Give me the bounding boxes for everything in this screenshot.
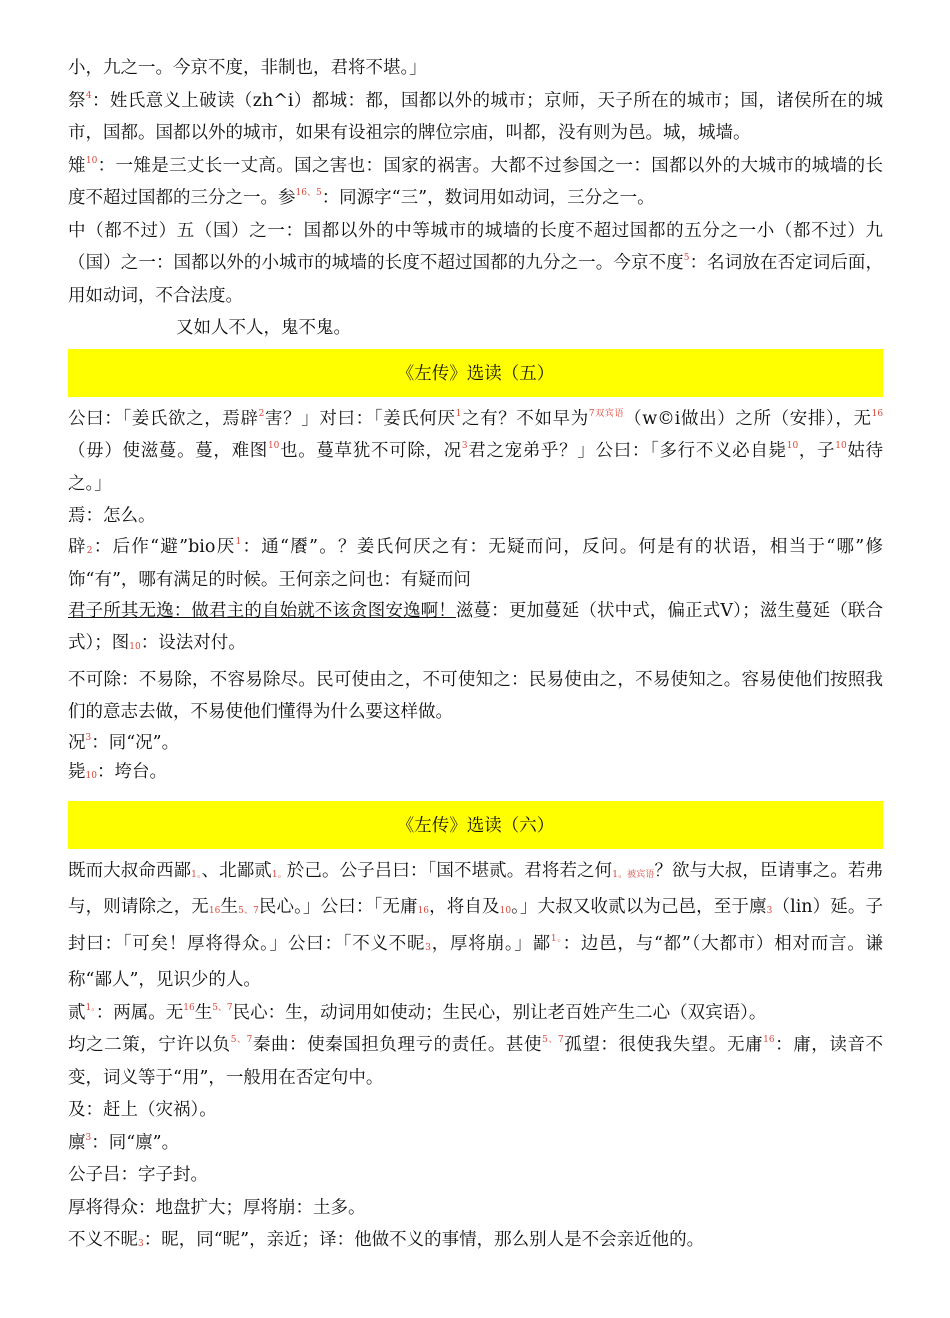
text-run: ：名词放在否定词后面，用如动词，不合法度。: [68, 253, 884, 306]
text-run: 、北鄙贰: [201, 860, 272, 881]
text-run: ：庸，读音不变，词义等于“用”，一般用在否定句中。: [68, 1035, 884, 1088]
annotation-subscript: 1。被宾语: [612, 869, 655, 880]
annotation-subscript: 5、7: [238, 906, 259, 916]
annotation-superscript: 3: [461, 441, 468, 451]
annotation-superscript: 5、7: [212, 1002, 233, 1013]
paragraph: [68, 729, 883, 758]
text-run: 及：赶上（灾祸）。: [68, 1100, 217, 1120]
annotation-superscript: 4: [85, 90, 92, 101]
text-run: 辟: [68, 536, 87, 557]
text-run: 焉：怎么。: [68, 506, 156, 526]
text-run: ：昵，同“昵”，亲近；译：他做不义的事情，那么别人是不会亲近他的。: [143, 1230, 705, 1250]
text-run: 也。蔓草犹不可除，况: [279, 441, 462, 461]
annotation-superscript: 1。: [85, 1002, 96, 1013]
text-run: ，将自及: [429, 897, 500, 917]
paragraph: [68, 758, 883, 791]
annotation-subscript: 3: [425, 942, 432, 953]
annotation-subscript: 10: [499, 906, 512, 916]
text-run: 又如人不人，鬼不鬼。: [176, 318, 351, 338]
text-run: 民心：生，动词用如使动；生民心，别让老百姓产生二心（双宾语）。: [232, 1002, 767, 1023]
text-run: ：同源字“三”，数词用如动词，三分之一。: [321, 188, 655, 208]
text-run: 秦曲：使秦国担负理亏的责任。甚使: [252, 1035, 543, 1055]
annotation-subscript: 3: [766, 906, 773, 916]
text-run: 。」大叔又收贰以为己邑，至于廪: [511, 897, 767, 917]
text-run: ：边邑，与“都”（大都市）相对而言。谦称“鄙人”，见识少的人。: [68, 933, 884, 990]
text-run: 均之二策，宁许以负: [68, 1035, 231, 1055]
text-run: 不可除：不易除，不容易除尽。民可使由之，不可使知之：民易使由之，不易使知之。容易使他们按照我们的意志去做，不易使他们懂得为什么要这样做。: [68, 669, 883, 722]
text-run: 之有？不如早为: [461, 408, 589, 429]
text-run: 贰: [68, 1002, 86, 1023]
annotation-superscript: 1: [235, 536, 242, 547]
text-run: 民心。」公曰：「无庸: [258, 897, 418, 917]
paragraph: [68, 215, 883, 313]
annotation-superscript: 5: [683, 253, 690, 263]
text-run: 姑待之。」: [68, 441, 884, 494]
annotation-superscript: 16: [763, 1035, 775, 1045]
annotation-superscript: 16: [183, 1002, 195, 1013]
paragraph: [68, 1127, 883, 1160]
text-run: （毋）使滋蔓。蔓，难图: [68, 441, 268, 461]
text-run: 君之宠弟乎？」公曰：「多行不义必自毙: [467, 441, 787, 461]
annotation-subscript: 10: [85, 770, 97, 781]
paragraph: [68, 855, 883, 997]
text-run: ？欲与大叔，臣请事之。若弗与，则请除之，无: [68, 860, 884, 917]
annotation-superscript: 3: [85, 732, 92, 743]
text-run: 廪: [68, 1132, 86, 1153]
annotation-superscript: 7双宾语: [588, 408, 625, 419]
annotation-superscript: 2: [258, 408, 265, 419]
text-run: 公曰：「姜氏欲之，焉辟: [68, 408, 259, 429]
paragraph: [68, 85, 883, 150]
text-run: （w©i做出）之所（安排），无: [624, 408, 872, 429]
annotation-superscript: 10: [85, 155, 98, 166]
paragraph: [68, 997, 883, 1030]
section-title-banner: 《左传》选读（五）: [68, 349, 883, 397]
annotation-subscript: 10: [129, 642, 141, 652]
text-run: 雉: [68, 155, 86, 176]
text-run: 况: [68, 732, 86, 753]
paragraph: [68, 500, 883, 533]
section-title-banner: 《左传》选读（六）: [68, 801, 883, 849]
annotation-superscript: 10: [835, 441, 847, 451]
text-run: ：同“廪”。: [91, 1132, 180, 1153]
text-run: 滋蔓：更加蔓延（状中式，偏正式Ⅴ）；滋生蔓延（联合式）；图: [68, 600, 883, 653]
text-run: ：同“况”。: [91, 732, 180, 753]
annotation-subscript: 1。: [271, 869, 287, 880]
paragraph: [68, 403, 883, 501]
annotation-subscript: 3: [138, 1239, 144, 1249]
paragraph: [68, 1094, 883, 1127]
text-run: 於己。公子吕曰：「国不堪贰。君将若之何: [286, 860, 613, 881]
text-run: 不义不昵: [68, 1230, 138, 1250]
underlined-text: 君子所其无逸：做君主的自始就不该贪图安逸啊！: [68, 600, 456, 621]
document-page: [68, 52, 883, 1261]
paragraph: [68, 150, 883, 215]
text-run: 小，九之一。今京不度，非制也，君将不堪。」: [68, 58, 427, 78]
annotation-superscript: 5、7: [542, 1035, 564, 1045]
text-run: ：两属。无: [95, 1002, 184, 1023]
paragraph: [68, 1159, 883, 1192]
text-run: ，子: [798, 441, 836, 461]
text-run: 孤望：很使我失望。无庸: [563, 1035, 764, 1055]
text-run: ：通“餍”。？姜氏何厌之有：无疑而问，反问。何是有的状语，相当于“哪”修饰“有”，哪有满足的时候。王何亲之问也：有疑而问: [68, 536, 883, 590]
text-run: ：后作“避”bio厌: [92, 536, 236, 557]
annotation-superscript: 1: [455, 408, 462, 419]
text-run: ，厚将崩。」鄙: [431, 933, 551, 954]
text-run: ：设法对付。: [140, 633, 246, 653]
annotation-superscript: 1。: [550, 933, 563, 944]
paragraph: [68, 595, 883, 664]
text-run: 中（都不过）五（国）之一：国都以外的中等城市的城墙的长度不超过国都的五分之一小（都不过）九（国）之一：国都以外的小城市的城墙的长度不超过国都的九分之一。今京不度: [68, 220, 883, 273]
annotation-subscript: 16: [417, 906, 430, 916]
annotation-superscript: 10: [267, 441, 280, 451]
paragraph: [68, 1224, 883, 1261]
text-run: 既而大叔命西鄙: [68, 860, 192, 881]
text-run: 祭: [68, 90, 86, 111]
annotation-superscript: 3: [85, 1132, 92, 1143]
paragraph: [68, 312, 883, 345]
text-run: 厚将得众：地盘扩大；厚将崩：土多。: [68, 1197, 366, 1218]
paragraph: [68, 533, 883, 595]
text-run: 害？」对曰：「姜氏何厌: [264, 408, 456, 429]
annotation-subscript: 16: [208, 906, 221, 916]
paragraph: [68, 1192, 883, 1225]
text-run: 生: [220, 897, 239, 917]
text-run: ：一雉是三丈长一丈高。国之害也：国家的祸害。大都不过参国之一：国都以外的大城市的城墙的长度不超过国都的三分之一。参: [68, 155, 883, 208]
text-run: ：姓氏意义上破读（zh^i）都城：都，国都以外的城市；京师，天子所在的城市；国，诸侯所在的城市，国都。国都以外的城市，如果有设祖宗的牌位宗庙，叫都，没有则为邑。城，城墙。: [68, 90, 884, 143]
paragraph: [68, 52, 883, 85]
annotation-superscript: 16: [871, 408, 884, 419]
annotation-subscript: 1。: [191, 869, 202, 880]
text-run: 毙: [68, 761, 86, 782]
paragraph: [68, 1029, 883, 1094]
annotation-superscript: 16、5: [295, 188, 322, 198]
text-run: （lin）延。子封曰：「可矣！厚将得众。」公曰：「不义不昵: [68, 897, 884, 954]
text-run: 公子吕：字子封。: [68, 1165, 208, 1185]
text-run: 生: [194, 1002, 213, 1023]
annotation-superscript: 10: [786, 441, 799, 451]
text-run: ：垮台。: [96, 761, 167, 782]
paragraph: [68, 664, 883, 729]
annotation-superscript: 5、7: [230, 1035, 253, 1045]
annotation-subscript: 2: [86, 545, 93, 556]
